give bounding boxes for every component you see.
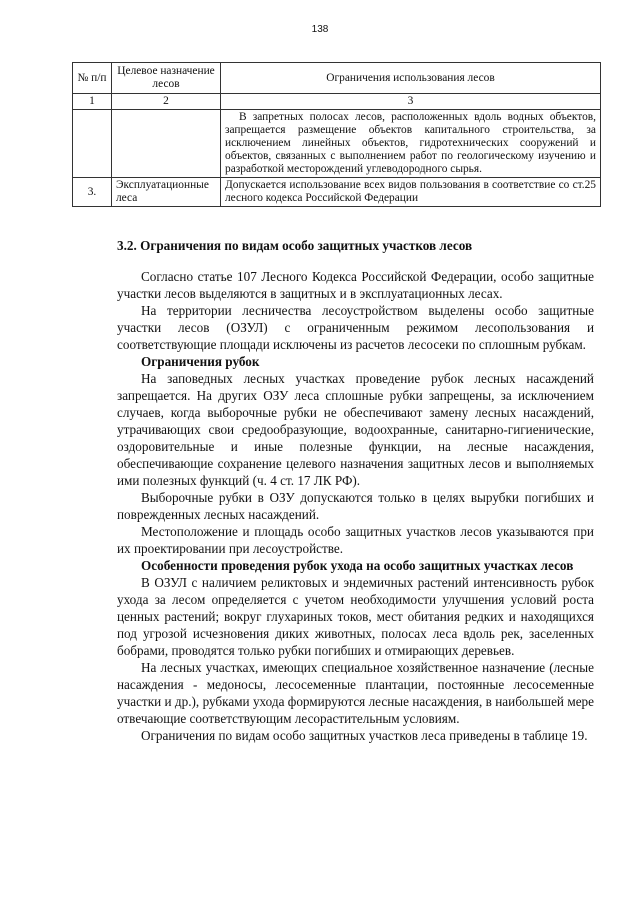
paragraph: На заповедных лесных участках проведение рубок лесных насаждений запрещается. На других ОЗУ леса сплошные рубки запрещены, за исключением случаев, когда выборочные рубки не обеспечивают замену лесных насаждений, утрачивающих свои средообразующие, водоохранные, санитарно-гигиенические, оздоровительные и иные полезные функции, на лесные насаждения, обеспечивающие сохранение целевого назначения защитных лесов и выполняемых ими полезных функций (ч. 4 ст. 17 ЛК РФ). xyxy=(117,371,594,488)
row-num-cell xyxy=(73,110,112,178)
restrictions-table xyxy=(72,62,601,207)
row-text-cell: В запретных полосах лесов, расположенных вдоль водных объектов, запрещается размещение объектов капитального строительства, за исключением линейных объектов, гидротехнических сооружений и объектов, связанных с выполнением работ по геологическому изучению и разработкой месторождений углеводородного сырья. xyxy=(221,110,601,178)
paragraph: Согласно статье 107 Лесного Кодекса Российской Федерации, особо защитные участки лесов выделяются в защитных и в эксплуатационных лесах. xyxy=(117,269,594,301)
paragraph: На территории лесничества лесоустройством выделены особо защитные участки лесов (ОЗУЛ) с ограниченным режимом лесопользования и соответствующие площади исключены из расчетов лесосеки по сплошным рубкам. xyxy=(117,303,594,352)
header-restrictions: Ограничения использования лесов xyxy=(221,63,601,94)
table-row xyxy=(73,178,601,207)
index-cell: 1 xyxy=(73,94,112,110)
paragraph: Выборочные рубки в ОЗУ допускаются только в целях вырубки погибших и поврежденных лесных насаждений. xyxy=(117,490,594,522)
table-row xyxy=(73,110,601,178)
index-cell: 2 xyxy=(112,94,221,110)
paragraph: Местоположение и площадь особо защитных участков лесов указываются при их проектировании при лесоустройстве. xyxy=(117,524,594,556)
row-purpose-cell: Эксплуатационные леса xyxy=(112,178,221,207)
paragraph: Ограничения по видам особо защитных участков леса приведены в таблице 19. xyxy=(141,728,588,743)
section-body xyxy=(117,268,594,744)
header-purpose: Целевое назначение лесов xyxy=(112,63,221,94)
header-num: № п/п xyxy=(73,63,112,94)
paragraph: На лесных участках, имеющих специальное хозяйственное назначение (лесные насаждения - медоносы, лесосеменные плантации, постоянные лесосеменные участки и др.), рубками ухода формируются лесные насаждения, в наибольшей мере отвечающие соответствующим лесорастительным условиям. xyxy=(117,660,594,726)
subheading: Ограничения рубок xyxy=(141,354,260,369)
section-title: 3.2. Ограничения по видам особо защитных участков лесов xyxy=(117,238,473,253)
table-header-row xyxy=(73,63,601,94)
row-text-cell: Допускается использование всех видов пользования в соответствие со ст.25 лесного кодекса Российской Федерации xyxy=(221,178,601,207)
paragraph: В ОЗУЛ с наличием реликтовых и эндемичных растений интенсивность рубок ухода за лесом определяется с учетом необходимости улучшения условий роста ценных растений; вокруг глухариных токов, мест обитания редких и находящихся под угрозой исчезновения диких животных, полосах леса вдоль рек, заселенных бобрами, проводятся только рубки погибших и отмирающих деревьев. xyxy=(117,575,594,658)
subheading: Особенности проведения рубок ухода на особо защитных участках лесов xyxy=(141,558,574,573)
index-cell: 3 xyxy=(221,94,601,110)
page-number: 138 xyxy=(311,24,329,35)
row-purpose-cell xyxy=(112,110,221,178)
row-num-cell: 3. xyxy=(73,178,112,207)
table-index-row xyxy=(73,94,601,110)
